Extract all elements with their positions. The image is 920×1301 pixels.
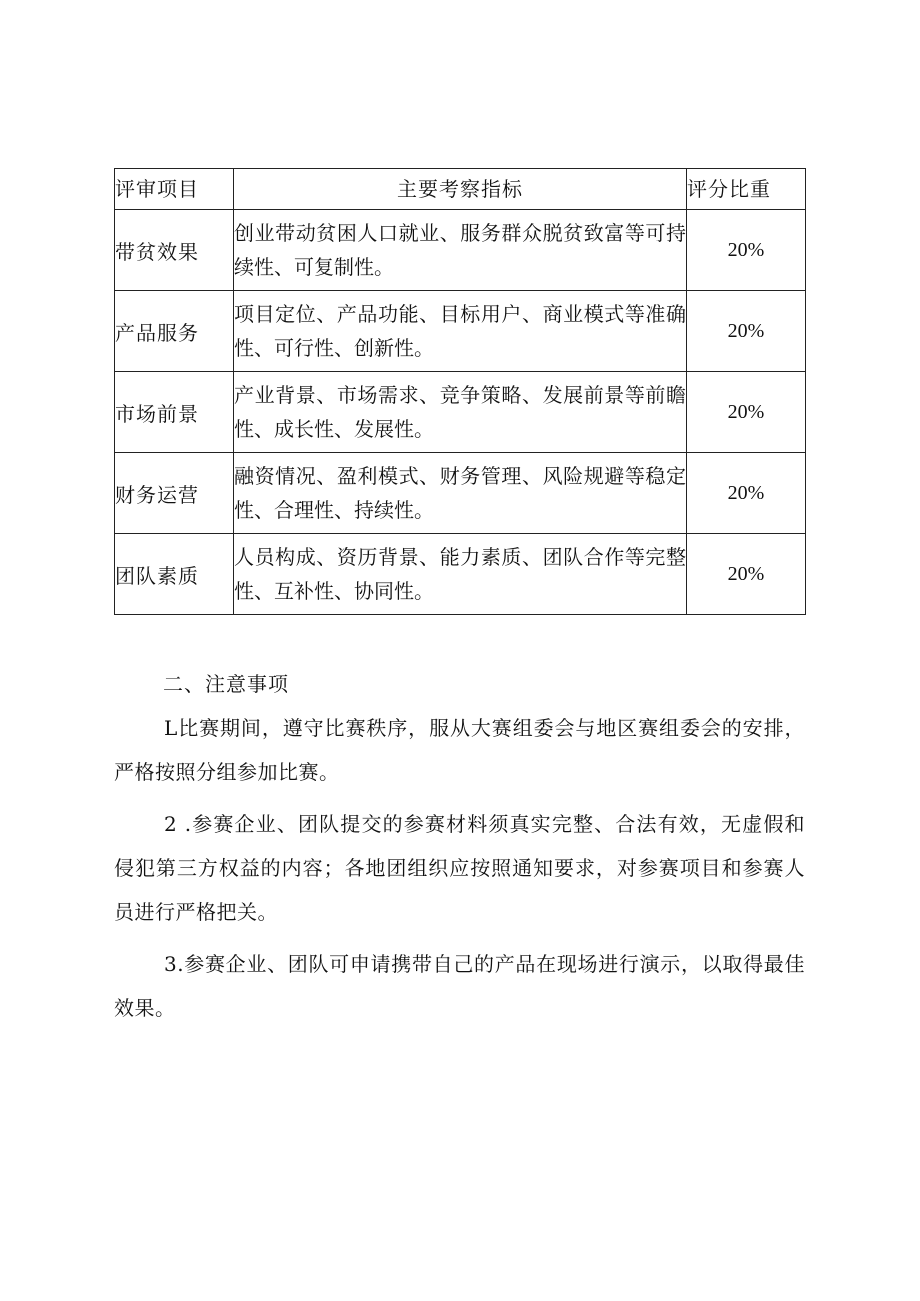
header-score-weight: 评分比重 xyxy=(687,169,806,210)
row-indicator: 项目定位、产品功能、目标用户、商业模式等准确性、可行性、创新性。 xyxy=(234,291,687,372)
row-item: 产品服务 xyxy=(115,291,234,372)
row-weight: 20% xyxy=(687,453,806,534)
row-indicator: 创业带动贫困人口就业、服务群众脱贫致富等可持续性、可复制性。 xyxy=(234,210,687,291)
notes-heading: 二、注意事项 xyxy=(163,672,289,696)
row-weight: 20% xyxy=(687,210,806,291)
table-header-row xyxy=(115,169,806,210)
table-row xyxy=(115,534,806,615)
row-indicator: 融资情况、盈利模式、财务管理、风险规避等稳定性、合理性、持续性。 xyxy=(234,453,687,534)
table-row xyxy=(115,210,806,291)
row-weight: 20% xyxy=(687,291,806,372)
row-indicator: 人员构成、资历背景、能力素质、团队合作等完整性、互补性、协同性。 xyxy=(234,534,687,615)
row-item: 市场前景 xyxy=(115,372,234,453)
notes-section xyxy=(114,664,805,1038)
row-indicator: 产业背景、市场需求、竞争策略、发展前景等前瞻性、成长性、发展性。 xyxy=(234,372,687,453)
row-item: 财务运营 xyxy=(115,453,234,534)
row-item: 团队素质 xyxy=(115,534,234,615)
table-row xyxy=(115,453,806,534)
table-row xyxy=(115,291,806,372)
notes-paragraph: 2 .参赛企业、团队提交的参赛材料须真实完整、合法有效，无虚假和侵犯第三方权益的内容；各地团组织应按照通知要求，对参赛项目和参赛人员进行严格把关。 xyxy=(114,812,805,924)
row-weight: 20% xyxy=(687,372,806,453)
notes-paragraph: L比赛期间，遵守比赛秩序，服从大赛组委会与地区赛组委会的安排，严格按照分组参加比赛。 xyxy=(114,716,805,784)
table-row xyxy=(115,372,806,453)
header-main-indicator: 主要考察指标 xyxy=(234,169,687,210)
notes-paragraph: 3.参赛企业、团队可申请携带自己的产品在现场进行演示，以取得最佳效果。 xyxy=(114,952,805,1020)
row-item: 带贫效果 xyxy=(115,210,234,291)
scoring-criteria-table xyxy=(114,168,806,615)
row-weight: 20% xyxy=(687,534,806,615)
header-review-item: 评审项目 xyxy=(115,169,234,210)
